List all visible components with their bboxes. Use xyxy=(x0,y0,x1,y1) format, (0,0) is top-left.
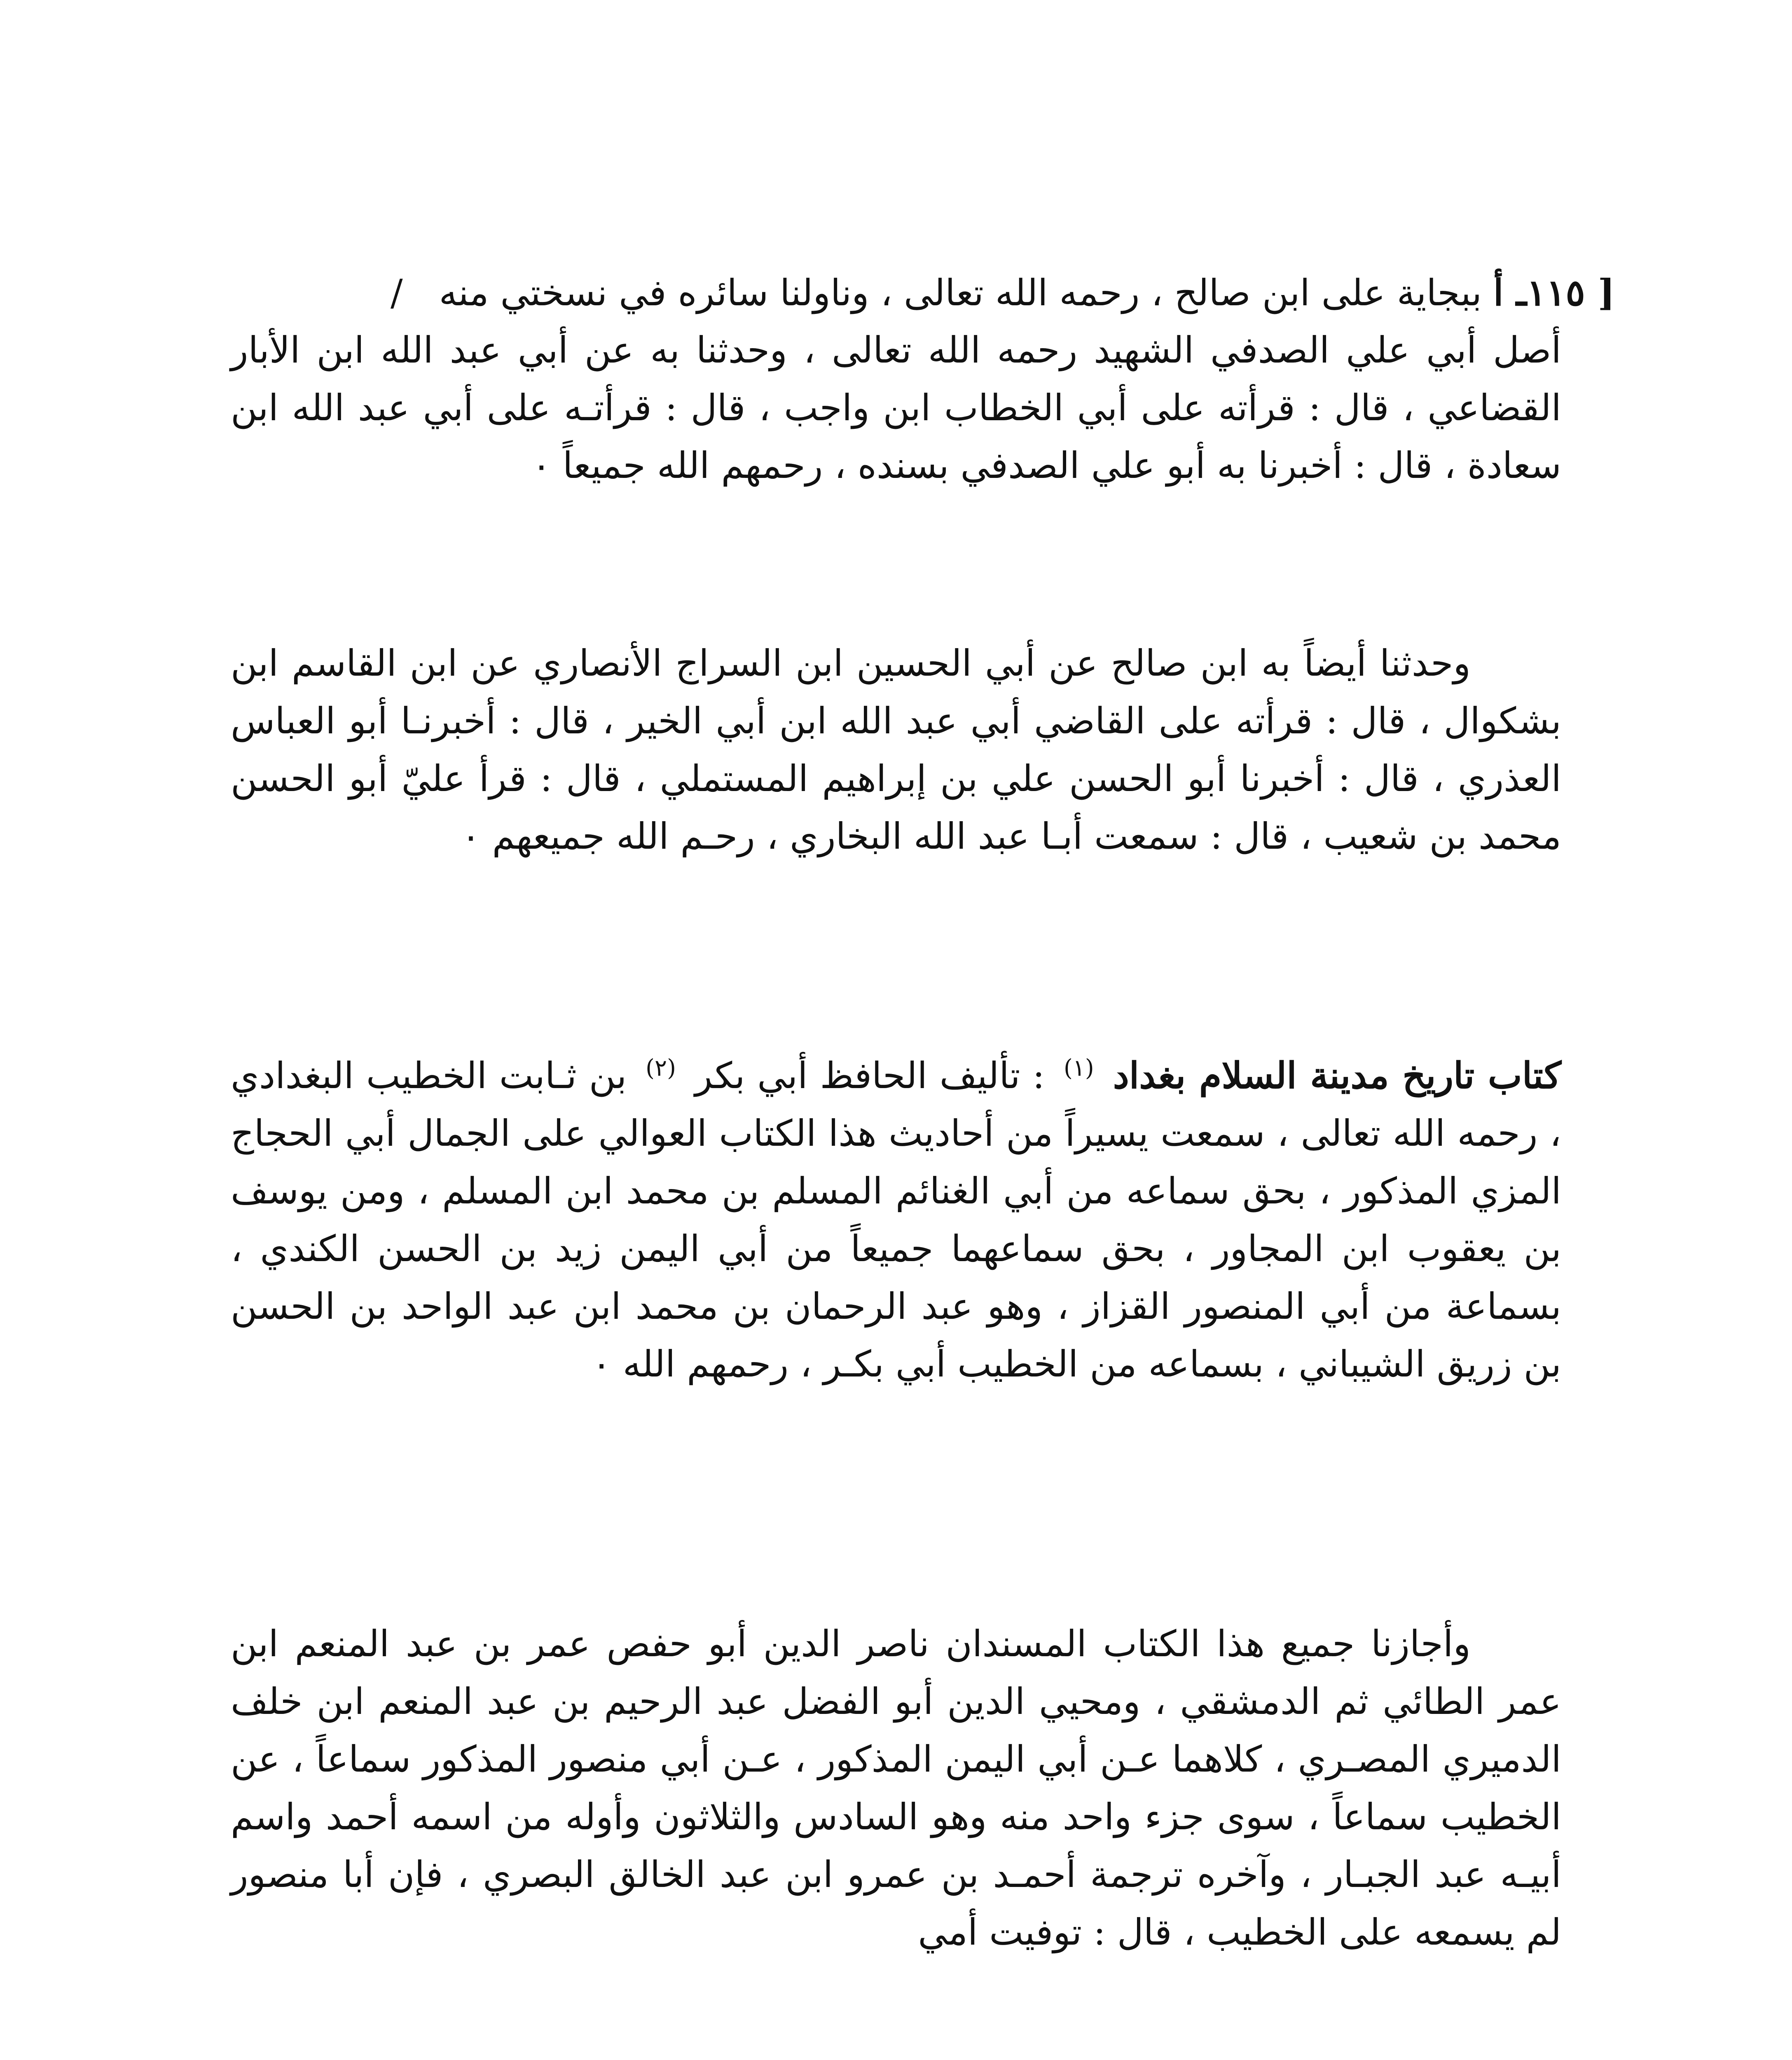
paragraph-3 xyxy=(231,1046,1561,1393)
book-title: كتاب تاريخ مدينة السلام بغداد xyxy=(1113,1054,1561,1097)
paragraph-4-text: وأجازنا جميع هذا الكتاب المسندان ناصر الدين أبو حفص عمر بن عبد المنعم ابن عمر الطائي ثم الدمشقي ، ومحيي الدين أبو الفضل عبد الرحيم بن عبد المنعم ابن خلف الدميري المصـري ، كلاهما عـن أبي اليمن المذكور ، عـن أبي منصور المذكور سماعاً ، عن الخطيب سماعاً ، سوى جزء واحد منه وهو السادس والثلاثون وأوله من اسمه أحمد واسم أبيـه عبد الجبـار ، وآخره ترجمة أحمـد بن عمرو ابن عبد الخالق البصري ، فإن أبا منصور لم يسمعه على الخطيب ، قال : توفيت أمي xyxy=(231,1622,1561,1953)
paragraph-2 xyxy=(231,634,1561,865)
first-line-text: ببجاية على ابن صالح ، رحمه الله تعالى ، وناولنا سائره في نسختي منه xyxy=(439,272,1482,314)
footnote-ref-2: (٢) xyxy=(646,1054,676,1082)
paragraph-3-text: بن ثـابت الخطيب البغدادي ، رحمه الله تعالى ، سمعت يسيراً من أحاديث هذا الكتاب العوالي على الجمال أبي الحجاج المزي المذكور ، بحق سماعه من أبي الغنائم المسلم بن محمد ابن المسلم ، ومن يوسف بن يعقوب ابن المجاور ، بحق سماعهما جميعاً من أبي اليمن زيد بن الحسن الكندي ، بسماعة من أبي المنصور القزاز ، وهو عبد الرحمان بن محمد ابن عبد الواحد بن الحسن بن زريق الشيباني ، بسماعه من الخطيب أبي بكـر ، رحمهم الله ٠ xyxy=(231,1054,1561,1385)
footnote-ref-1: (١) xyxy=(1063,1054,1094,1082)
slash-mark: / xyxy=(390,272,403,314)
paragraph-2-text: وحدثنا أيضاً به ابن صالح عن أبي الحسين ابن السراج الأنصاري عن ابن القاسم ابن بشكوال ، قال : قرأته على القاضي أبي عبد الله ابن أبي الخير ، قال : أخبرنـا أبو العباس العذري ، قال : أخبرنا أبو الحسن علي بن إبراهيم المستملي ، قال : قرأ عليّ أبو الحسن محمد بن شعيب ، قال : سمعت أبـا عبد الله البخاري ، رحـم الله جميعهم ٠ xyxy=(231,642,1561,857)
paragraph-1-text: أصل أبي علي الصدفي الشهيد رحمه الله تعالى ، وحدثنا به عن أبي عبد الله ابن الأبار القضاعي ، قال : قرأته على أبي الخطاب ابن واجب ، قال : قرأتـه على أبي عبد الله ابن سعادة ، قال : أخبرنا به أبو علي الصدفي بسنده ، رحمهم الله جميعاً ٠ xyxy=(231,329,1561,487)
paragraph-4 xyxy=(231,1615,1561,1961)
paragraph-3-intro: : تأليف الحافظ أبي بكر xyxy=(695,1054,1045,1097)
paragraph-1 xyxy=(231,321,1561,494)
first-line xyxy=(231,264,1615,322)
folio-marker: [ ١١٥ـ أ xyxy=(1493,271,1615,314)
